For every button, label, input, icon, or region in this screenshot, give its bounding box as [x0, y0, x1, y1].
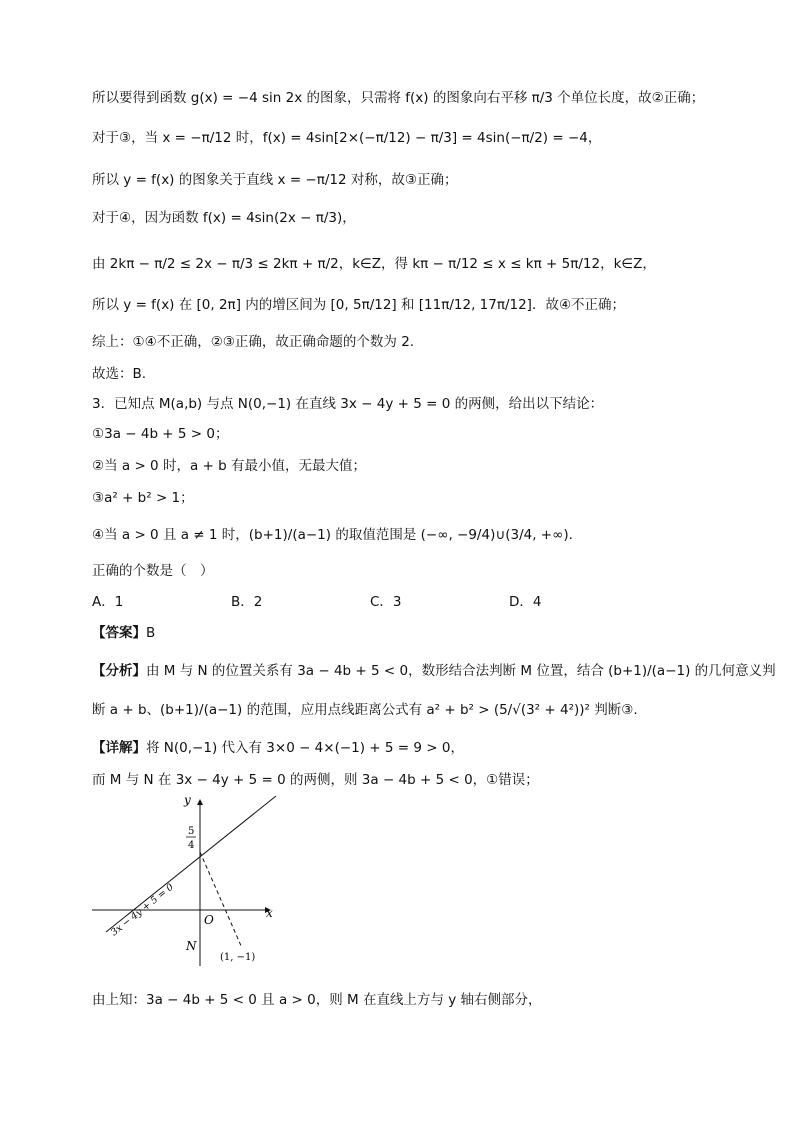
text-line-1: 所以要得到函数 g(x) = −4 sin 2x 的图象，只需将 f(x) 的图象向右平移 π/3 个单位长度，故②正确； — [92, 90, 705, 106]
text-line-4: 对于④，因为函数 f(x) = 4sin(2x − π/3)， — [92, 210, 356, 226]
answer-line — [92, 623, 712, 645]
option-c: C．3 — [370, 594, 402, 610]
analysis-line-1 — [92, 661, 776, 683]
option-d: D．4 — [509, 594, 542, 610]
intercept-denominator: 4 — [188, 840, 195, 851]
dashed-segment — [200, 852, 242, 948]
question-prompt: 正确的个数是（ ） — [92, 563, 214, 579]
question-3-stem: 3．已知点 M(a,b) 与点 N(0,−1) 在直线 3x − 4y + 5 = 0 的两侧，给出以下结论： — [92, 396, 604, 412]
answer-value: B — [146, 625, 156, 641]
statement-3: ③a² + b² > 1； — [92, 490, 194, 506]
statement-2: ②当 a > 0 时，a + b 有最小值，无最大值； — [92, 458, 366, 474]
detail-line-1 — [92, 738, 712, 760]
text-line-8: 故选：B. — [92, 366, 147, 382]
option-b: B．2 — [231, 594, 263, 610]
point-1-neg1-label: (1, −1) — [220, 952, 256, 963]
text-line-2: 对于③，当 x = −π/12 时，f(x) = 4sin[2×(−π/12) − π/3] = 4sin(−π/2) = −4， — [92, 130, 602, 146]
statement-4: ④当 a > 0 且 a ≠ 1 时，(b+1)/(a−1) 的取值范围是 (−∞, −9/4)∪(3/4, +∞)． — [92, 527, 583, 543]
origin-label: O — [204, 913, 214, 927]
detail-line-2: 而 M 与 N 在 3x − 4y + 5 = 0 的两侧，则 3a − 4b + 5 < 0，①错误； — [92, 772, 539, 788]
statement-1: ①3a − 4b + 5 > 0； — [92, 426, 229, 442]
analysis-line-2: 断 a + b、(b+1)/(a−1) 的范围，应用点线距离公式有 a² + b² > (5/√(3² + 4²))² 判断③. — [92, 702, 638, 718]
analysis-tag: 【分析】 — [92, 663, 146, 679]
text-line-7: 综上：①④不正确，②③正确，故正确命题的个数为 2. — [92, 334, 415, 350]
text-line-3: 所以 y = f(x) 的图象关于直线 x = −π/12 对称，故③正确； — [92, 172, 458, 188]
y-axis-label: y — [184, 793, 191, 807]
x-axis-label: x — [266, 906, 273, 920]
text-line-5: 由 2kπ − π/2 ≤ 2x − π/3 ≤ 2kπ + π/2，k∈Z，得 kπ − π/12 ≤ x ≤ kπ + 5π/12，k∈Z， — [92, 256, 656, 272]
intercept-numerator: 5 — [188, 826, 195, 837]
coordinate-figure — [92, 790, 292, 975]
analysis-text-1: 由 M 与 N 的位置关系有 3a − 4b + 5 < 0，数形结合法判断 M 位置，结合 (b+1)/(a−1) 的几何意义判 — [146, 663, 776, 679]
option-a: A．1 — [92, 594, 124, 610]
conclusion-line: 由上知：3a − 4b + 5 < 0 且 a > 0，则 M 在直线上方与 y 轴右侧部分， — [92, 992, 542, 1008]
line-equation-label: 3x − 4y + 5 = 0 — [108, 881, 176, 939]
options-row — [92, 592, 712, 614]
point-n-label: N — [186, 939, 197, 953]
detail-tag: 【详解】 — [92, 740, 146, 756]
answer-tag: 【答案】 — [92, 625, 146, 641]
detail-text-1: 将 N(0,−1) 代入有 3×0 − 4×(−1) + 5 = 9 > 0， — [146, 740, 464, 756]
text-line-6: 所以 y = f(x) 在 [0, 2π] 内的增区间为 [0, 5π/12] 和 [11π/12, 17π/12]．故④不正确； — [92, 297, 626, 313]
